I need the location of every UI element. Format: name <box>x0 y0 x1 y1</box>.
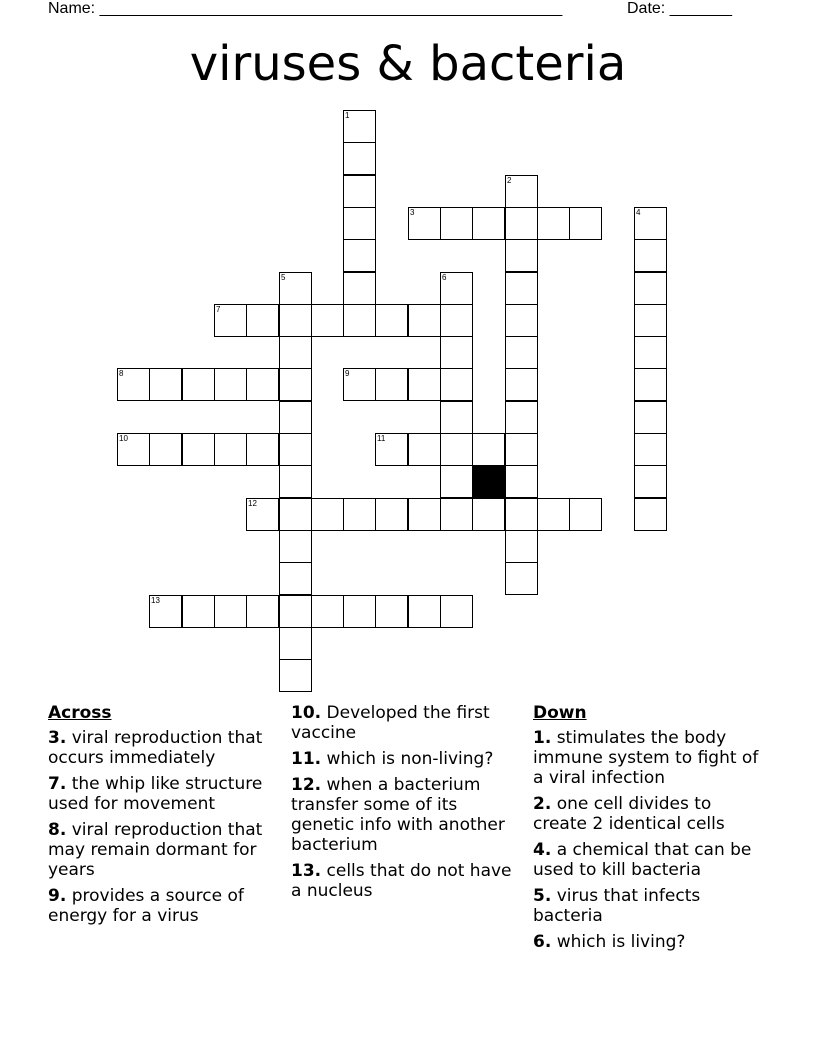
clue-across-3: 3. viral reproduction that occurs immediately <box>48 728 263 768</box>
grid-cell[interactable] <box>505 368 538 401</box>
grid-cell[interactable] <box>634 304 667 337</box>
clue-number-8: 8 <box>119 369 124 378</box>
grid-cell[interactable] <box>505 207 538 240</box>
clue-down-2: 2. one cell divides to create 2 identical cells <box>533 794 725 834</box>
clue-number-9: 9 <box>345 369 350 378</box>
grid-cell[interactable] <box>214 368 247 401</box>
clue-number-5: 5 <box>281 273 286 282</box>
across-clues-column-1 <box>48 703 280 932</box>
grid-cell[interactable] <box>505 336 538 369</box>
grid-cell[interactable] <box>505 562 538 595</box>
grid-cell[interactable] <box>408 433 441 466</box>
grid-cell[interactable] <box>375 433 408 466</box>
grid-cell[interactable] <box>279 272 312 305</box>
grid-cell[interactable] <box>375 498 408 531</box>
clue-number-4: 4 <box>636 208 641 217</box>
grid-cell[interactable] <box>117 368 150 401</box>
grid-cell[interactable] <box>505 272 538 305</box>
grid-cell[interactable] <box>408 368 441 401</box>
grid-cell[interactable] <box>505 304 538 337</box>
grid-cell[interactable] <box>343 595 376 628</box>
grid-cell[interactable] <box>472 433 505 466</box>
grid-cell[interactable] <box>634 465 667 498</box>
grid-cell[interactable] <box>440 595 473 628</box>
grid-cell[interactable] <box>505 239 538 272</box>
grid-cell[interactable] <box>343 239 376 272</box>
grid-cell[interactable] <box>279 401 312 434</box>
grid-cell[interactable] <box>279 498 312 531</box>
clue-down-1: 1. stimulates the body immune system to fight of a viral infection <box>533 728 759 788</box>
grid-cell[interactable] <box>246 498 279 531</box>
grid-cell[interactable] <box>440 498 473 531</box>
grid-cell[interactable] <box>246 368 279 401</box>
grid-cell[interactable] <box>279 530 312 563</box>
grid-cell[interactable] <box>634 433 667 466</box>
grid-cell[interactable] <box>472 498 505 531</box>
grid-cell[interactable] <box>634 239 667 272</box>
grid-cell[interactable] <box>505 530 538 563</box>
grid-cell[interactable] <box>279 659 312 692</box>
grid-cell[interactable] <box>279 368 312 401</box>
puzzle-title: viruses & bacteria <box>189 36 627 92</box>
grid-cell[interactable] <box>634 272 667 305</box>
grid-cell[interactable] <box>214 304 247 337</box>
grid-cell[interactable] <box>634 401 667 434</box>
grid-cell[interactable] <box>214 595 247 628</box>
grid-cell[interactable] <box>505 175 538 208</box>
grid-cell[interactable] <box>182 368 215 401</box>
clue-number-7: 7 <box>216 305 221 314</box>
grid-cell[interactable] <box>569 498 602 531</box>
grid-cell[interactable] <box>440 433 473 466</box>
grid-cell[interactable] <box>408 595 441 628</box>
grid-cell[interactable] <box>246 595 279 628</box>
grid-cell[interactable] <box>182 595 215 628</box>
clue-number-6: 6 <box>442 273 447 282</box>
grid-cell[interactable] <box>375 368 408 401</box>
grid-cell[interactable] <box>375 595 408 628</box>
grid-cell[interactable] <box>343 368 376 401</box>
grid-cell[interactable] <box>214 433 247 466</box>
down-clues-column <box>533 703 763 958</box>
grid-cell[interactable] <box>505 498 538 531</box>
across-clues-column-2 <box>291 703 521 907</box>
grid-cell[interactable] <box>246 304 279 337</box>
grid-cell[interactable] <box>537 207 570 240</box>
grid-cell[interactable] <box>311 498 344 531</box>
grid-cell[interactable] <box>343 142 376 175</box>
grid-cell[interactable] <box>149 433 182 466</box>
grid-cell[interactable] <box>440 336 473 369</box>
clue-across-8: 8. viral reproduction that may remain dormant for years <box>48 820 263 880</box>
grid-cell[interactable] <box>343 175 376 208</box>
grid-cell[interactable] <box>440 401 473 434</box>
clue-down-5: 5. virus that infects bacteria <box>533 886 701 926</box>
clue-number-13: 13 <box>151 596 160 605</box>
clue-down-4: 4. a chemical that can be used to kill bacteria <box>533 840 752 880</box>
grid-cell[interactable] <box>246 433 279 466</box>
grid-cell[interactable] <box>279 304 312 337</box>
grid-cell[interactable] <box>182 433 215 466</box>
grid-cell[interactable] <box>343 110 376 143</box>
grid-cell[interactable] <box>634 498 667 531</box>
down-heading: Down <box>533 703 587 723</box>
clue-number-1: 1 <box>345 111 350 120</box>
grid-cell[interactable] <box>408 498 441 531</box>
clue-across-10: 10. Developed the first vaccine <box>291 703 490 743</box>
grid-cell[interactable] <box>472 207 505 240</box>
grid-cell[interactable] <box>279 595 312 628</box>
clue-across-11: 11. which is non-living? <box>291 749 494 769</box>
clue-across-9: 9. provides a source of energy for a virus <box>48 886 244 926</box>
grid-cell[interactable] <box>505 433 538 466</box>
grid-cell[interactable] <box>279 336 312 369</box>
across-heading: Across <box>48 703 112 723</box>
grid-cell[interactable] <box>279 465 312 498</box>
grid-cell[interactable] <box>343 304 376 337</box>
clue-across-7: 7. the whip like structure used for movement <box>48 774 263 814</box>
grid-cell[interactable] <box>440 304 473 337</box>
grid-cell[interactable] <box>279 562 312 595</box>
name-field-label: Name: ____________________________________________________ <box>48 0 563 17</box>
grid-cell[interactable] <box>375 304 408 337</box>
grid-cell[interactable] <box>311 304 344 337</box>
date-field-label: Date: _______ <box>627 0 732 17</box>
clue-down-6: 6. which is living? <box>533 932 686 952</box>
grid-cell[interactable] <box>149 595 182 628</box>
clue-number-12: 12 <box>248 499 257 508</box>
grid-cell[interactable] <box>440 207 473 240</box>
grid-cell[interactable] <box>149 368 182 401</box>
grid-cell[interactable] <box>279 433 312 466</box>
grid-cell[interactable] <box>634 207 667 240</box>
grid-cell[interactable] <box>537 498 570 531</box>
grid-cell[interactable] <box>505 401 538 434</box>
clue-across-13: 13. cells that do not have a nucleus <box>291 861 512 901</box>
grid-cell[interactable] <box>343 207 376 240</box>
grid-cell[interactable] <box>408 304 441 337</box>
grid-cell[interactable] <box>408 207 441 240</box>
grid-cell[interactable] <box>505 465 538 498</box>
clue-across-12: 12. when a bacterium transfer some of its genetic info with another bacterium <box>291 775 505 855</box>
grid-cell[interactable] <box>634 368 667 401</box>
grid-cell[interactable] <box>117 433 150 466</box>
grid-cell[interactable] <box>569 207 602 240</box>
clue-number-3: 3 <box>410 208 415 217</box>
grid-cell[interactable] <box>440 465 473 498</box>
clue-number-11: 11 <box>377 434 386 443</box>
grid-cell[interactable] <box>279 627 312 660</box>
grid-cell[interactable] <box>343 272 376 305</box>
grid-cell[interactable] <box>343 498 376 531</box>
grid-block <box>472 465 505 498</box>
grid-cell[interactable] <box>440 272 473 305</box>
grid-cell[interactable] <box>634 336 667 369</box>
clue-number-10: 10 <box>119 434 128 443</box>
clue-number-2: 2 <box>507 176 512 185</box>
grid-cell[interactable] <box>440 368 473 401</box>
grid-cell[interactable] <box>311 595 344 628</box>
